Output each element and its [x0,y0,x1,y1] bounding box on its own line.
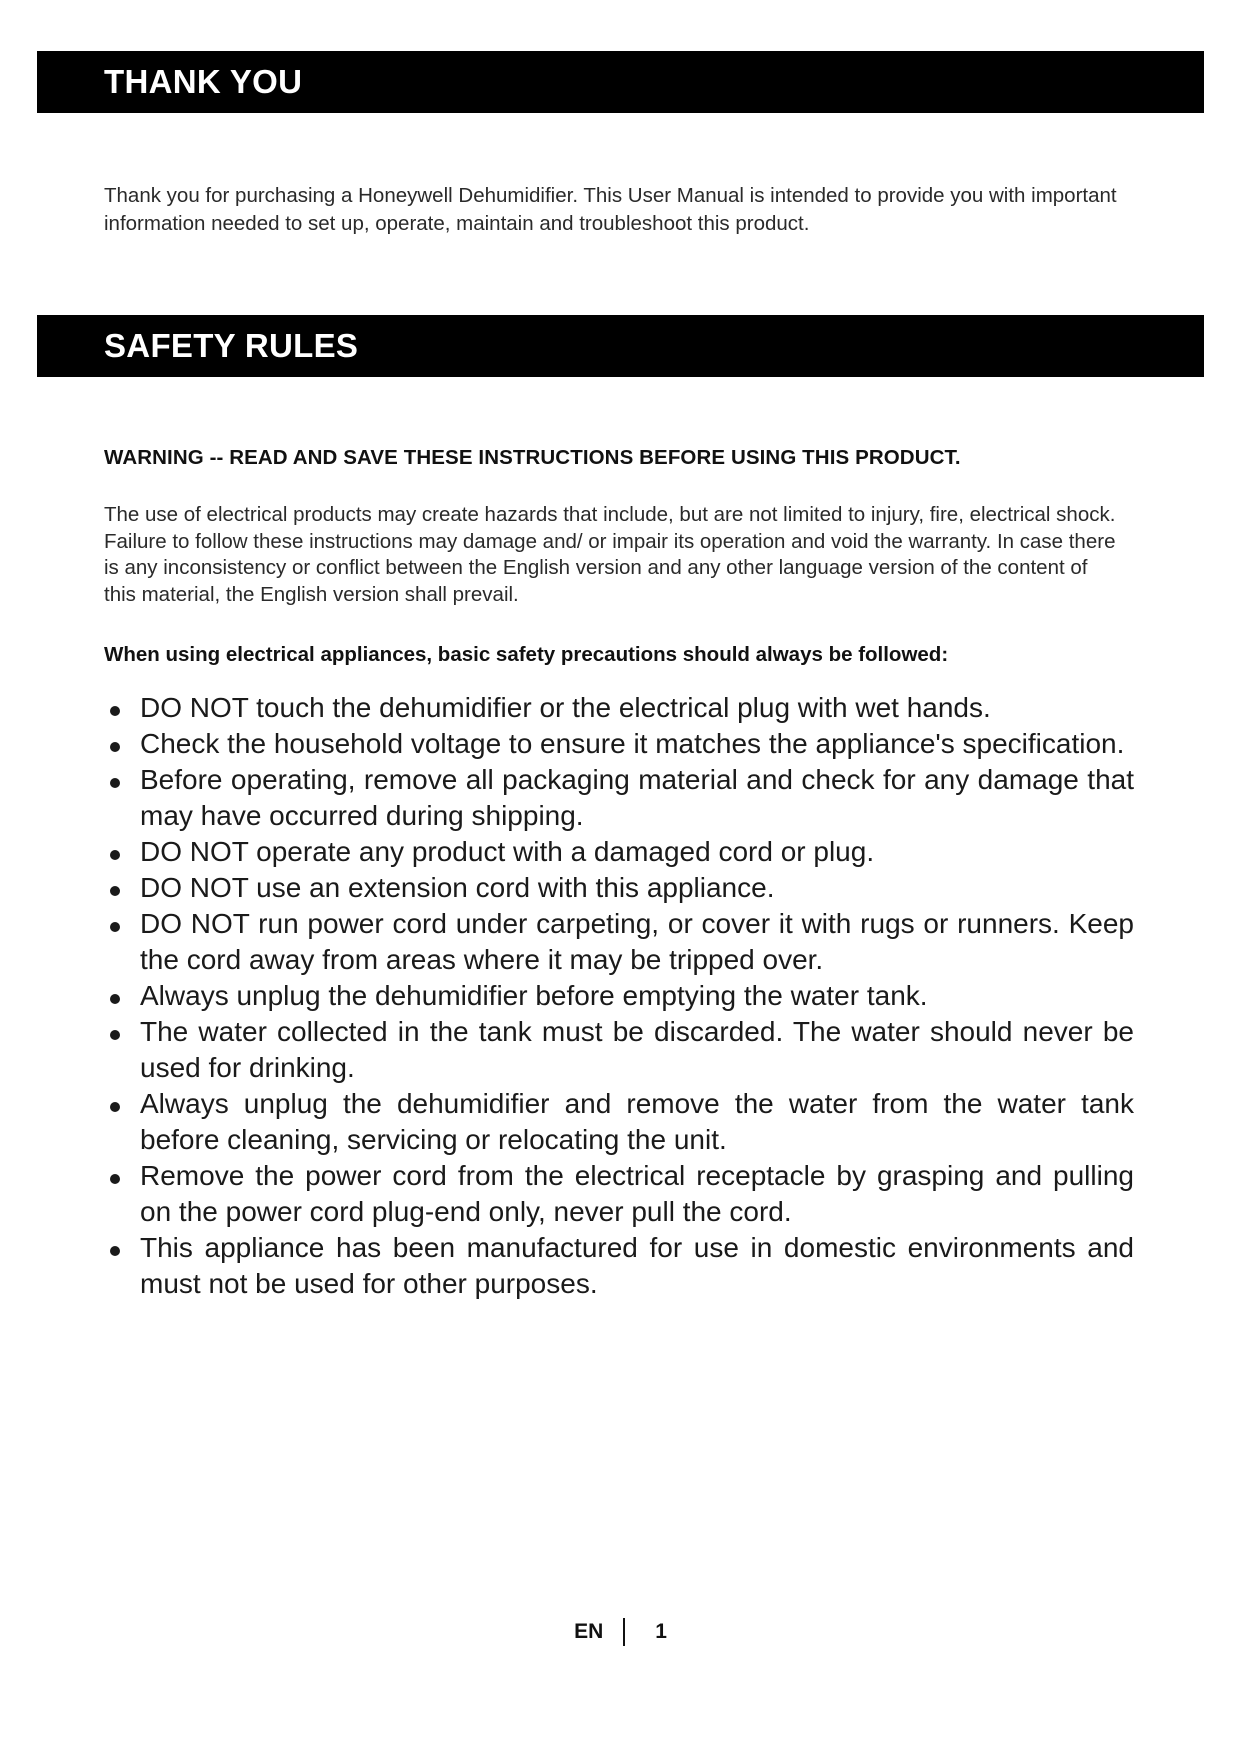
safety-rule-text: DO NOT use an extension cord with this appliance. [140,872,775,903]
bullet-icon [110,850,120,860]
bullet-icon [110,1030,120,1040]
thank-you-title: THANK YOU [104,63,303,100]
bullet-icon [110,922,120,932]
safety-rule-text: Before operating, remove all packaging material and check for any damage that may have occurred during shipping. [140,764,1134,831]
safety-rule-item [104,1230,1134,1302]
safety-rule-text: DO NOT run power cord under carpeting, or cover it with rugs or runners. Keep the cord away from areas where it may be tripped over. [140,908,1134,975]
bullet-icon [110,778,120,788]
bullet-icon [110,886,120,896]
safety-rule-item [104,1014,1134,1086]
warning-heading: WARNING -- READ AND SAVE THESE INSTRUCTIONS BEFORE USING THIS PRODUCT. [104,446,961,469]
safety-rule-text: Check the household voltage to ensure it matches the appliance's specification. [140,728,1125,759]
warning-paragraph: The use of electrical products may create hazards that include, but are not limited to injury, fire, electrical shock. Failure to follow these instructions may damage and/ or impair its operation and void the warranty. In case there is any inconsistency or conflict between the English version and any other language version of the content of this material, the English version shall prevail. [104,503,1116,606]
safety-rule-item [104,726,1134,762]
thank-you-paragraph: Thank you for purchasing a Honeywell Dehumidifier. This User Manual is intended to provide you with important information needed to set up, operate, maintain and troubleshoot this product. [104,184,1117,235]
safety-rule-text: DO NOT touch the dehumidifier or the electrical plug with wet hands. [140,692,991,723]
bullet-icon [110,994,120,1004]
bullet-icon [110,706,120,716]
safety-rule-text: Remove the power cord from the electrical receptacle by grasping and pulling on the power cord plug-end only, never pull the cord. [140,1160,1134,1227]
safety-rule-item [104,870,1134,906]
safety-rules-list [104,690,1134,1302]
safety-rules-title: SAFETY RULES [104,327,359,364]
safety-rule-text: This appliance has been manufactured for use in domestic environments and must not be used for other purposes. [140,1232,1134,1299]
language-code: EN [574,1620,604,1643]
safety-rule-item [104,762,1134,834]
thank-you-banner [37,51,1204,113]
safety-rule-text: DO NOT operate any product with a damaged cord or plug. [140,836,875,867]
bullet-icon [110,1174,120,1184]
safety-rule-text: The water collected in the tank must be discarded. The water should never be used for drinking. [140,1016,1134,1083]
precautions-heading: When using electrical appliances, basic safety precautions should always be followed: [104,643,949,666]
safety-rule-item [104,1086,1134,1158]
safety-rule-item [104,1158,1134,1230]
footer-divider [623,1618,625,1646]
bullet-icon [110,1102,120,1112]
bullet-icon [110,742,120,752]
safety-rule-item [104,834,1134,870]
safety-rule-item [104,906,1134,978]
safety-rule-text: Always unplug the dehumidifier and remove the water from the water tank before cleaning, servicing or relocating the unit. [140,1088,1134,1155]
safety-rules-banner [37,315,1204,377]
bullet-icon [110,1246,120,1256]
page-footer [0,1618,1241,1646]
page-number: 1 [655,1620,667,1643]
safety-rule-item [104,978,1134,1014]
safety-rule-text: Always unplug the dehumidifier before emptying the water tank. [140,980,928,1011]
safety-rule-item [104,690,1134,726]
